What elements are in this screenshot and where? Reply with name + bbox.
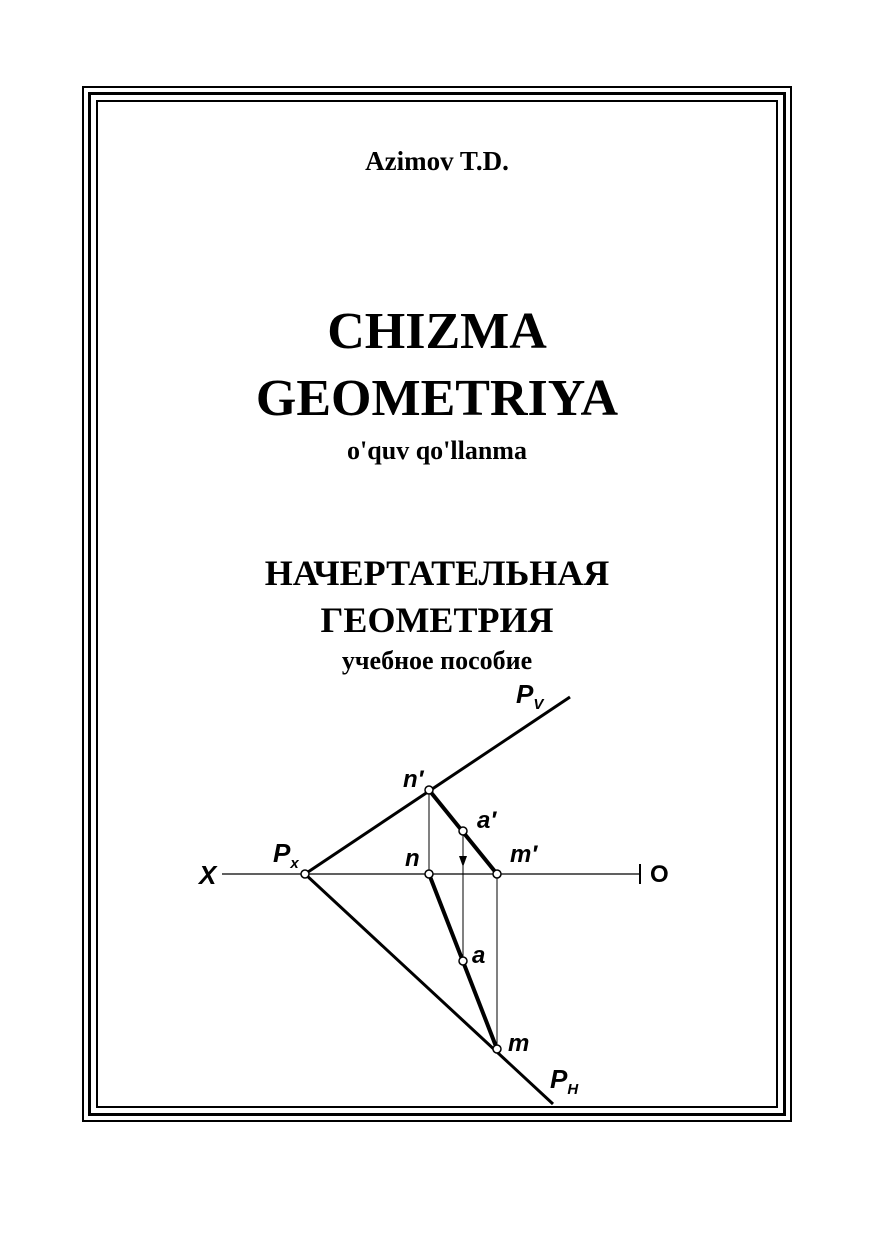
label-o: O <box>650 861 669 888</box>
title-ru-line-2: ГЕОМЕТРИЯ <box>320 600 554 640</box>
label-px-main: P <box>273 838 291 868</box>
point-a-prime-marker <box>459 827 467 835</box>
label-pv-main: P <box>516 679 534 709</box>
title-uz-line-1: CHIZMA <box>327 303 547 360</box>
point-m-prime-marker <box>493 870 501 878</box>
point-m-marker <box>493 1045 501 1053</box>
point-n-marker <box>425 870 433 878</box>
label-n-prime: n′ <box>403 766 424 793</box>
label-pv <box>516 679 545 713</box>
label-pv-sub: V <box>533 696 544 713</box>
label-px <box>273 838 299 872</box>
subtitle-uz: o'quv qo'llanma <box>347 436 527 465</box>
label-ph-sub: H <box>567 1081 579 1098</box>
subtitle-ru: учебное пособие <box>341 646 533 675</box>
label-px-sub: x <box>290 855 299 872</box>
label-ph <box>550 1064 579 1098</box>
label-m-prime: m′ <box>510 841 538 868</box>
point-n-prime-marker <box>425 786 433 794</box>
label-a-prime: a′ <box>477 807 497 834</box>
projection-arrow <box>459 856 467 867</box>
author-name: Azimov T.D. <box>365 146 509 176</box>
point-a-marker <box>459 957 467 965</box>
trace-ph <box>305 874 553 1104</box>
point-px-marker <box>301 870 309 878</box>
label-x: X <box>199 860 217 890</box>
label-a: a <box>472 942 486 969</box>
label-n: n <box>405 845 420 872</box>
label-ph-main: P <box>550 1064 568 1094</box>
title-uz-line-2: GEOMETRIYA <box>255 370 619 427</box>
title-ru-line-1: НАЧЕРТАТЕЛЬНАЯ <box>264 553 610 593</box>
label-m: m <box>508 1030 530 1057</box>
